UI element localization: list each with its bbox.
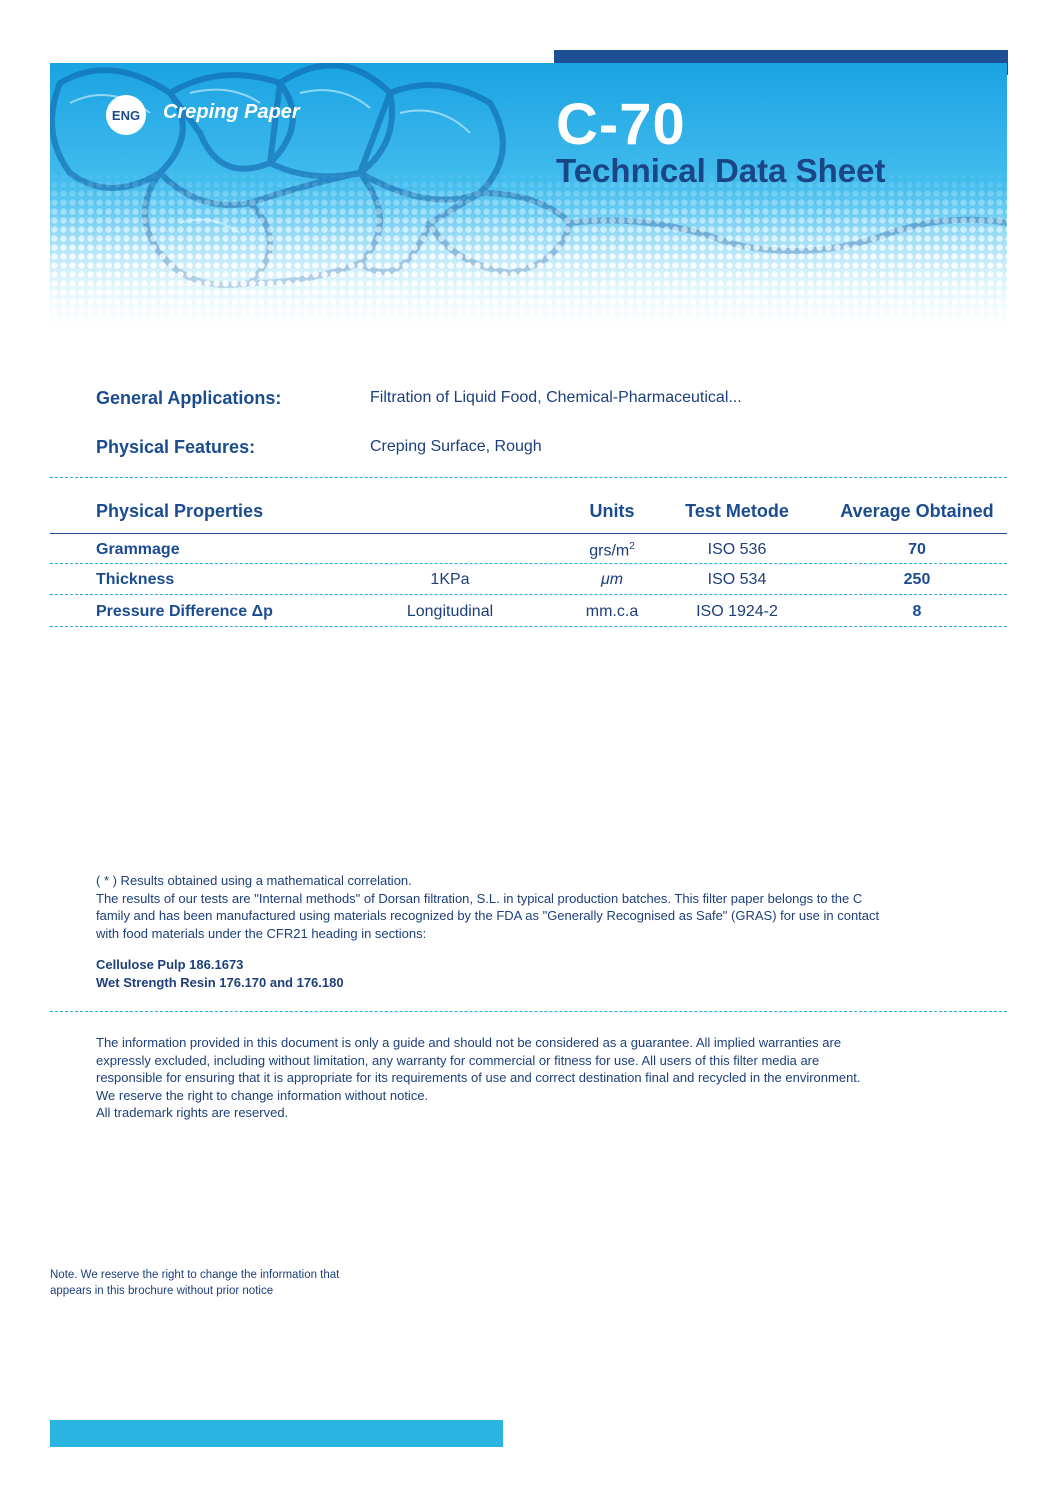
row-value: 250 (903, 571, 931, 588)
row-divider (50, 594, 1007, 595)
header-units: Units (589, 501, 635, 521)
cfr-section-1: Cellulose Pulp 186.1673 (96, 957, 244, 972)
row-divider (50, 626, 1007, 627)
disclaimer-block (96, 1034, 876, 1122)
row-method: ISO 534 (707, 571, 767, 588)
cfr-section-2: Wet Strength Resin 176.170 and 176.180 (96, 974, 344, 990)
general-applications-label: General Applications: (96, 388, 282, 408)
row-method: ISO 536 (707, 541, 767, 558)
product-code: C-70 (556, 92, 686, 157)
language-badge (106, 95, 146, 135)
row-unit: grs/$m^2$ (589, 541, 635, 560)
general-applications-value: Filtration of Liquid Food, Chemical-Pharmaceutical... (370, 389, 742, 406)
notes-divider (50, 1011, 1007, 1012)
methods-note: The results of our tests are "Internal methods" of Dorsan filtration, S.L. in typical production batches. This filter paper belongs to the C family and has been manufactured using materials recognized by the FDA as "Generally Recognised as Safe" (GRAS) for use in contact with food materials under the CFR21 heading in sections: (96, 890, 880, 941)
header-test-method: Test Metode (685, 501, 789, 521)
header-physical-properties: Physical Properties (96, 501, 264, 521)
row-condition: Longitudinal (406, 603, 494, 620)
disclaimer-text: The information provided in this document is only a guide and should not be considered as a guarantee. All implied warranties are expressly excluded, including without limitation, any warranty for commercial or fitness for use. All users of this filter media are responsible for ensuring that it is appropriate for its requirements of use and correct destination final and recycled in the environment. We reserve the right to change information without notice. (96, 1035, 861, 1103)
footer-note: Note. We reserve the right to change the information that appears in this brochure without prior notice (50, 1269, 340, 1297)
row-property: Grammage (96, 541, 180, 558)
row-condition: 1KPa (430, 571, 470, 588)
product-category: Creping Paper (163, 101, 300, 123)
row-unit: μm (600, 571, 624, 588)
row-value: 70 (908, 541, 926, 558)
physical-features-label: Physical Features: (96, 437, 256, 457)
trademark-text: All trademark rights are reserved. (96, 1105, 289, 1120)
notes-block (96, 872, 896, 991)
row-divider (50, 563, 1007, 564)
correlation-note: ( * ) Results obtained using a mathematical correlation. (96, 873, 412, 888)
header-average-obtained: Average Obtained (840, 501, 994, 521)
section-divider (50, 477, 1007, 478)
footer-bar (50, 1420, 503, 1447)
row-property: Pressure Difference Δp (96, 603, 273, 620)
row-property: Thickness (96, 571, 175, 588)
document-title: Technical Data Sheet (556, 152, 886, 189)
language-badge-label: ENG (111, 107, 141, 123)
physical-features-value: Creping Surface, Rough (370, 438, 542, 455)
row-value: 8 (912, 603, 922, 620)
row-method: ISO 1924-2 (696, 603, 778, 620)
table-header-rule (50, 533, 1007, 534)
row-unit: mm.c.a (585, 603, 639, 620)
